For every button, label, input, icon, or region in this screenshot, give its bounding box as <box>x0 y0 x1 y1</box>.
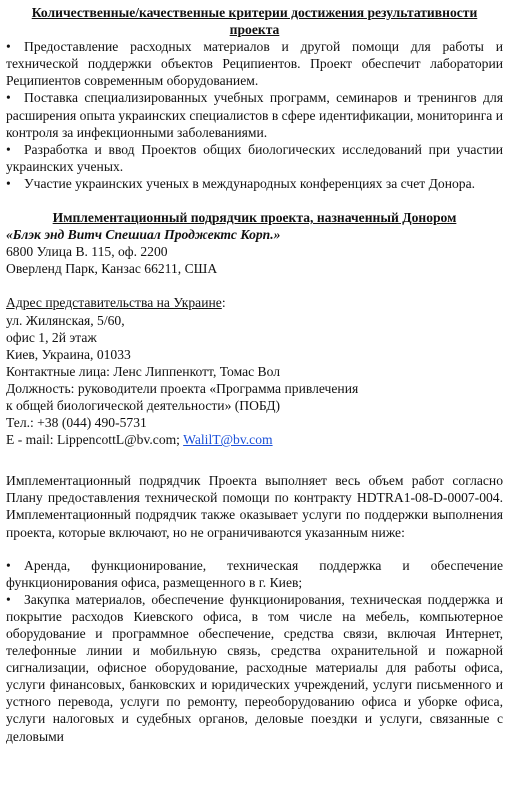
body-paragraph: Имплементационный подрядчик Проекта выполняет весь объем работ согласно Плану предоставления технической помощи по контракту HDTRA1-08-D-0007-004. Имплементационный подрядчик также оказывает услуги по поддержки выполнения проекта, которые включают, но не ограничиваются указанным ниже: <box>6 473 503 540</box>
contractor-address-line: 6800 Улица В. 115, оф. 2200 <box>6 244 168 260</box>
spacer <box>6 541 503 557</box>
criteria-bullet: • Разработка и ввод Проектов общих биологических исследований при участии украинских ученых. <box>6 141 503 175</box>
ukraine-office-heading-line <box>6 294 503 311</box>
ukraine-office-heading: Адрес представительства на Украине <box>6 295 222 311</box>
criteria-bullet: • Поставка специализированных учебных программ, семинаров и тренингов для расширения опыта украинских специалистов в сфере идентификации, мониторинга и контроля за инфекционными заболеваниями. <box>6 89 503 140</box>
support-bullet: • Закупка материалов, обеспечение функционирования, техническая поддержка и покрытие расходов Киевского офиса, в том числе на мебель, компьютерное оборудование и программное обеспечение, средства связи, включая Интернет, телефонные линии и мобильную связь, средства охранительной и пожарной сигнализации, офисное оборудование, расходные материалы для работы офиса, услуги финансовых, банковских и юридических учреждений, услуги письменного и устного перевода, услуги по ремонту, переоборудованию офиса и уборке офиса, услуги налоговых и судебных органов, деловые поездки и услуги, связанные с деловыми <box>6 591 503 745</box>
criteria-title: Количественные/качественные критерии достижения результативности проекта <box>31 5 478 38</box>
office-line: Контактные лица: Ленс Липпенкотт, Томас Вол <box>6 363 281 379</box>
office-line: Должность: руководители проекта «Программа привлечения <box>6 380 359 396</box>
spacer <box>6 448 503 472</box>
email-line <box>6 431 503 448</box>
support-bullet: • Аренда, функционирование, техническая поддержка и обеспечение функционирования офиса, размещенного в г. Киев; <box>6 557 503 591</box>
contractor-title: Имплементационный подрядчик проекта, назначенный Донором <box>52 210 457 226</box>
contractor-address-line: Оверленд Парк, Канзас 66211, США <box>6 261 218 277</box>
criteria-bullet: • Предоставление расходных материалов и другой помощи для работы и технической поддержки объектов Реципиентов. Проект обеспечит лаборатории Реципиентов современным оборудованием. <box>6 38 503 89</box>
criteria-bullet: • Участие украинских ученых в международных конференциях за счет Донора. <box>6 175 503 192</box>
spacer <box>6 277 503 294</box>
heading-colon: : <box>221 295 226 311</box>
contractor-company: «Блэк энд Витч Спешиал Проджектс Корп.» <box>6 227 281 243</box>
email-prefix: E - mail: LippencottL@bv.com; <box>6 432 184 448</box>
email-link[interactable]: WalilT@bv.com <box>183 432 273 448</box>
office-line: Тел.: +38 (044) 490-5731 <box>6 415 147 431</box>
spacer <box>6 192 503 209</box>
office-line: Киев, Украина, 01033 <box>6 346 131 362</box>
office-line: к общей биологической деятельности» (ПОБД) <box>6 397 281 413</box>
office-line: ул. Жилянская, 5/60, <box>6 312 125 328</box>
office-line: офис 1, 2й этаж <box>6 329 97 345</box>
